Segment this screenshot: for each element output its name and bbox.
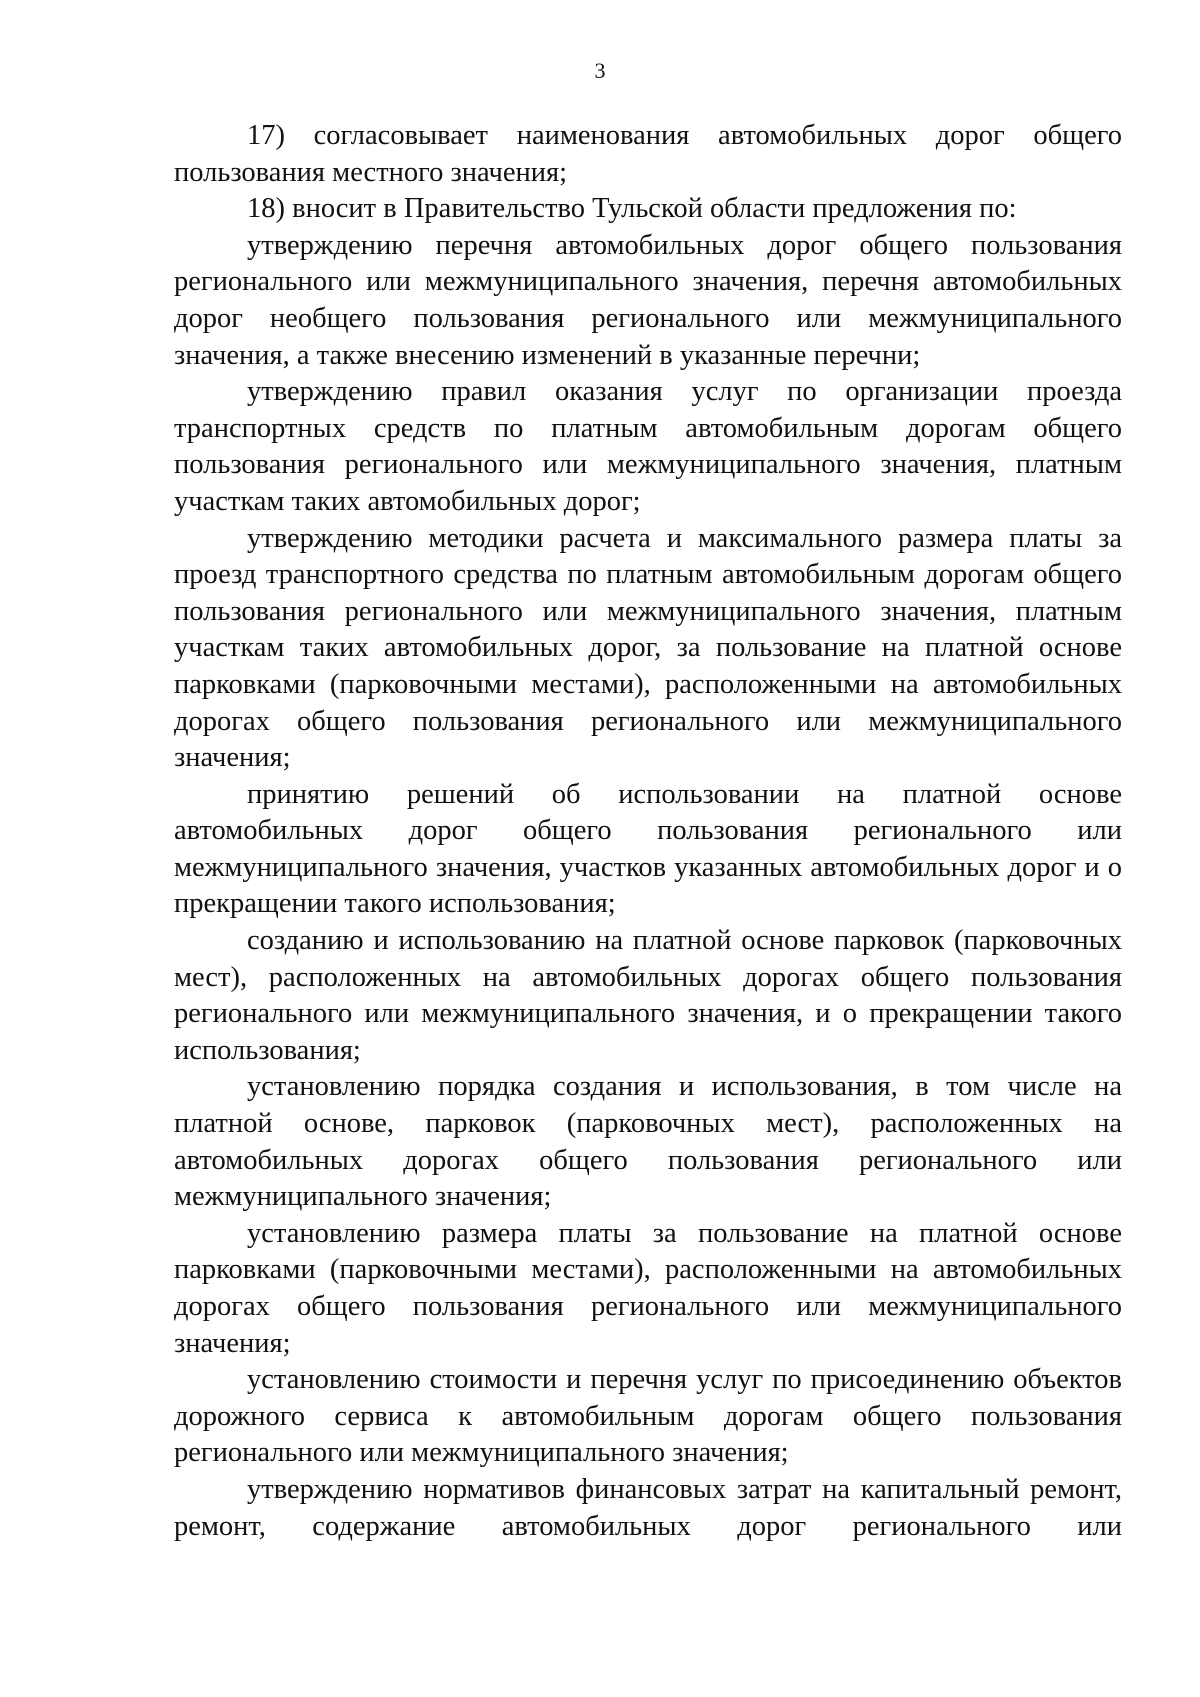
paragraph-item-17: 17) согласовывает наименования автомобильных дорог общего пользования местного значения; [174,120,1122,188]
paragraph-parking-fee: установлению размера платы за пользование на платной основе парковками (парковочными местами), расположенными на автомобильных дорогах общего пользования регионального или межмуниципального значения; [174,1217,1122,1359]
paragraph-toll-rules: утверждению правил оказания услуг по организации проезда транспортных средств по платным автомобильным дорогам общего пользования регионального или межмуниципального значения, платным участкам таких автомобильных дорог; [174,376,1122,517]
document-body [174,118,1122,1545]
paragraph-fee-methodology: утверждению методики расчета и максимального размера платы за проезд транспортного средства по платным автомобильным дорогам общего пользования регионального или межмуниципального значения, платным участкам таких автомобильных дорог, за пользование на платной основе парковками (парковочными местами), расположенными на автомобильных дорогах общего пользования регионального или межмуниципального значения; [174,522,1122,774]
paragraph-paid-parking-creation: созданию и использованию на платной основе парковок (парковочных мест), расположенных на автомобильных дорогах общего пользования регионального или межмуниципального значения, и о прекращении такого использования; [174,925,1122,1066]
paragraph-item-18: 18) вносит в Правительство Тульской области предложения по: [247,193,1017,225]
paragraph-roadside-service: установлению стоимости и перечня услуг по присоединению объектов дорожного сервиса к автомобильным дорогам общего пользования регионального или межмуниципального значения; [174,1364,1122,1469]
paragraph-road-lists: утверждению перечня автомобильных дорог общего пользования регионального или межмуниципального значения, перечня автомобильных дорог необщего пользования регионального или межмуниципального значения, а также внесению изменений в указанные перечни; [174,229,1122,371]
page-number: 3 [594,58,606,83]
paragraph-paid-use-decisions: принятию решений об использовании на платной основе автомобильных дорог общего пользования регионального или межмуниципального значения, участков указанных автомобильных дорог и о прекращении такого использования; [174,778,1122,920]
paragraph-parking-procedure: установлению порядка создания и использования, в том числе на платной основе, парковок (парковочных мест), расположенных на автомобильных дорогах общего пользования регионального или межмуниципального значения; [174,1071,1122,1213]
paragraph-repair-norms: утверждению нормативов финансовых затрат на капитальный ремонт, ремонт, содержание автомобильных дорог регионального или [174,1473,1122,1542]
